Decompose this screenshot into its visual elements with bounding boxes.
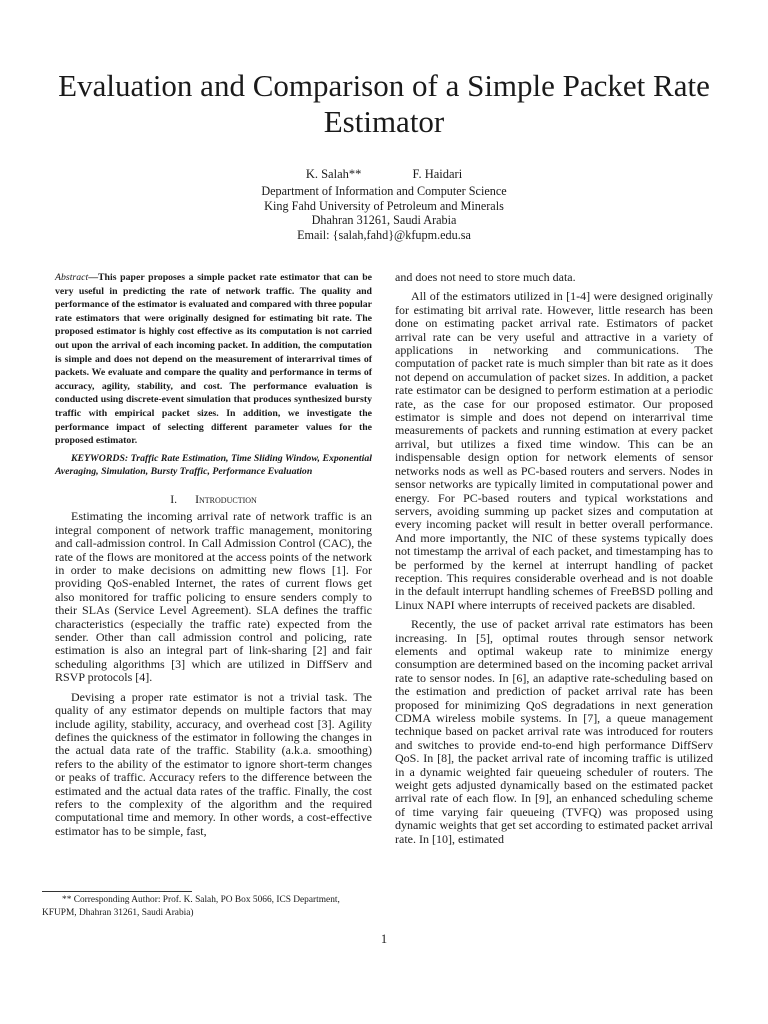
body-paragraph: and does not need to store much data. <box>395 270 576 284</box>
affiliation-email: Email: {salah,fahd}@kfupm.edu.sa <box>297 227 471 242</box>
affiliation-line: Department of Information and Computer Science <box>261 184 507 198</box>
footnote-divider <box>42 891 192 892</box>
body-paragraph: Recently, the use of packet arrival rate estimators has been increasing. In [5], optimal routes through sensor network elements and optimal wakeup rate to minimize energy consumption are determined based on the incoming packet arrival rate to sensor nodes. In [6], an adaptive rate-scheduling based on the estimation and prediction of packet arrival rate has been proposed for minimizing QoS degradations in next generation CDMA wireless mobile systems. In [7], a queue management technique based on packet arrival rate was introduced for routers and switches to provide end-to-end high performance DiffServ QoS. In [8], the packet arrival rate of incoming traffic is utilized in a dynamic weighted fair queueing scheduler of routers. The weight gets adjusted dynamically based on the estimated packet arrival rate of each flow. In [9], an enhanced scheduling scheme of time varying fair queueing (TVFQ) was proposed using dynamic weights that get set according to estimated packet arrival rate. In [10], estimated <box>395 617 713 846</box>
abstract <box>55 271 372 448</box>
abstract-lead: Abstract <box>55 272 89 283</box>
keywords: KEYWORDS: Traffic Rate Estimation, Time Sliding Window, Exponential Averaging, Simulation, Bursty Traffic, Performance Evaluation <box>55 452 372 478</box>
section-number: I. <box>170 491 178 506</box>
footnote: ** Corresponding Author: Prof. K. Salah, PO Box 5066, ICS Department, KFUPM, Dhahran 31261, Saudi Arabia) <box>42 895 340 918</box>
abstract-text: —This paper proposes a simple packet rate estimator that can be very useful in predicting the rate of network traffic. The quality and performance of the estimator is evaluated and compared with three popular rate estimators that were originally designed for estimating bit rate. The proposed estimator is highly cost effective as its computation is not carried out upon the arrival of each incoming packet. In addition, the computation is simple and does not depend on the measurement of interarrival times of packets. We evaluate and compare the quality and performance in terms of accuracy, agility, stability, and cost. The performance evaluation is conducted using discrete-event simulation that produces synthesized bursty traffic with empirical packet sizes. In addition, we investigate the performance impact of selecting different parameter values for the proposed estimator. <box>55 272 372 447</box>
page-number: 1 <box>380 932 388 946</box>
affiliation-block <box>0 184 768 242</box>
author-name: K. Salah** <box>305 167 362 181</box>
section-title: Introduction <box>195 491 257 506</box>
right-column <box>395 271 713 846</box>
affiliation-line: Dhahran 31261, Saudi Arabia <box>311 213 457 228</box>
author-line <box>0 167 768 181</box>
body-paragraph: All of the estimators utilized in [1-4] were designed originally for estimating bit arrival rate. However, little research has been done on estimating packet arrival rate. Estimators of packet arrival rate can be very useful and attractive in a variety of applications in networking and communications. The computation of packet rate is much simpler than bit rate as it does not depend on accumulation of packet sizes. In addition, a packet rate estimator can be designed to perform estimation at a periodic rate, as the case for our proposed estimator. Our proposed estimator is simple and does not depend on interarrival time measurements of packets and running estimation at every packet arrival, but utilizes a fixed time window. This can be an indispensable design option for network elements of sensor networks nods as well as PC-based routers and servers. Nodes in sensor networks are typically limited in computational power and energy. For PC-based routers and typical workstations and servers, avoiding summing up packet sizes and computation at every incoming packet will result in better overall performance. And more importantly, the NIC of these systems typically does not timestamp the arrival of each packet, and timestamping has to be performed by the kernel at interrupt handling of packet reception. This requires considerable overhead and is not doable in the default interrupt handling schemes of FreeBSD polling and Linux NAPI where interrupts of received packets are disabled. <box>395 289 713 612</box>
author-name: F. Haidari <box>412 167 463 181</box>
paper-title: Evaluation and Comparison of a Simple Packet Rate Estimator <box>58 68 710 139</box>
body-paragraph: Estimating the incoming arrival rate of network traffic is an integral component of network traffic management, monitoring and call-admission control. In Call Admission Control (CAC), the rate of the flows are monitored at the access points of the network in order to make decisions on admitting new flows [1]. For providing QoS-enabled Internet, the rates of current flows get also monitored for traffic policing to ensure senders comply to their SLAs (Service Level Agreement). SLA defines the traffic characteristics (especially the traffic rate) expected from the sender. Other than call admission control and policing, rate estimation is also an integral part of link-sharing [2] and fair scheduling algorithms [3] which are utilized in DiffServ and RSVP protocols [4]. <box>55 509 372 685</box>
body-paragraph: Devising a proper rate estimator is not a trivial task. The quality of any estimator depends on multiple factors that may include agility, stability, accuracy, and overhead cost [3]. Agility defines the quickness of the estimator in following the changes in the actual data rate of the traffic. Stability (a.k.a. smoothing) refers to the ability of the estimator to ignore short-term changes or peaks of traffic. Accuracy refers to the difference between the estimated and the actual data rates of the traffic. Finally, the cost refers to the complexity of the algorithm and the required computational time and memory. In other words, a cost-effective estimator has to be simple, fast, <box>55 689 372 838</box>
section-heading <box>55 493 372 507</box>
affiliation-line: King Fahd University of Petroleum and Minerals <box>264 198 504 213</box>
left-column <box>55 271 372 838</box>
